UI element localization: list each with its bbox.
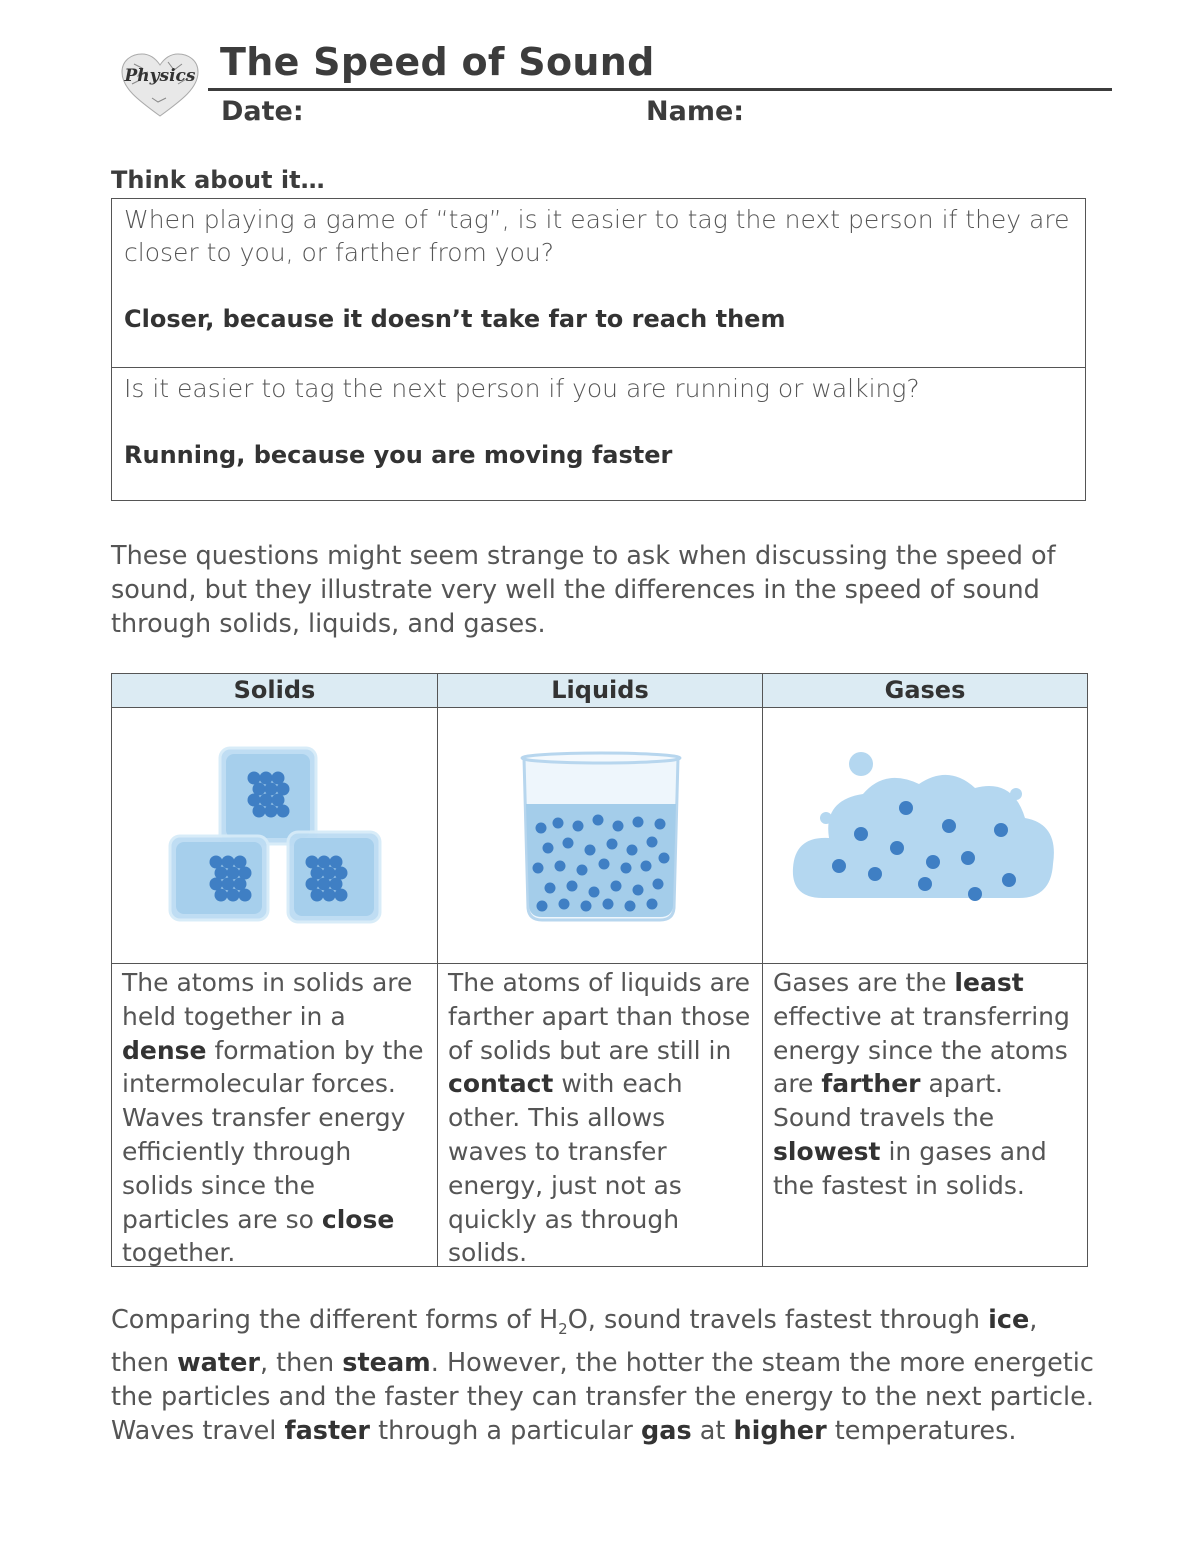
- gases-description: Gases are the least effective at transferring energy since the atoms are farther apart. Sound travels the slowest in gases and the fastest in solids.: [773, 968, 1070, 1200]
- question-1: When playing a game of “tag”, is it easier to tag the next person if they are closer to you, or farther from you?: [124, 205, 1070, 267]
- gases-column: [762, 674, 1087, 1266]
- liquids-description: The atoms of liquids are farther apart than those of solids but are still in contact with each other. This allows waves to transfer energy, just not as quickly as through solids.: [448, 968, 751, 1268]
- think-heading: Think about it…: [111, 166, 325, 194]
- logo-text: Physics: [124, 66, 196, 86]
- date-label: Date:: [221, 96, 304, 127]
- question-1-cell: [112, 199, 1085, 368]
- title-rule: [208, 88, 1112, 91]
- states-table: [111, 673, 1088, 1267]
- gases-header: Gases: [763, 674, 1087, 708]
- solids-column: [112, 674, 437, 1266]
- question-2: Is it easier to tag the next person if you are running or walking?: [124, 374, 920, 403]
- page-title: The Speed of Sound: [220, 40, 655, 84]
- closing-paragraph: Comparing the different forms of $H_2O$, sound travels fastest through ice, then water, then steam. However, the hotter the steam the more energetic the particles and the faster they can transfer the energy to the next particle. Waves travel faster through a particular gas at higher temperatures.: [111, 1305, 1094, 1447]
- liquids-column: [437, 674, 762, 1266]
- think-box: [111, 198, 1086, 501]
- answer-1: Closer, because it doesn’t take far to reach them: [124, 305, 786, 333]
- liquids-header: Liquids: [438, 674, 762, 708]
- cloud-illustration: [763, 708, 1088, 964]
- solids-description: The atoms in solids are held together in a dense formation by the intermolecular forces. Waves transfer energy efficiently through solids since the particles are so close together.: [122, 968, 424, 1268]
- ice-cubes-illustration: [112, 708, 437, 964]
- question-2-cell: [112, 368, 1085, 500]
- name-label: Name:: [646, 96, 745, 127]
- answer-2: Running, because you are moving faster: [124, 441, 673, 469]
- solids-header: Solids: [112, 674, 437, 708]
- physics-logo: [118, 50, 202, 120]
- beaker-illustration: [438, 708, 763, 964]
- intro-paragraph: These questions might seem strange to ask when discussing the speed of sound, but they illustrate very well the differences in the speed of sound through solids, liquids, and gases.: [111, 541, 1056, 639]
